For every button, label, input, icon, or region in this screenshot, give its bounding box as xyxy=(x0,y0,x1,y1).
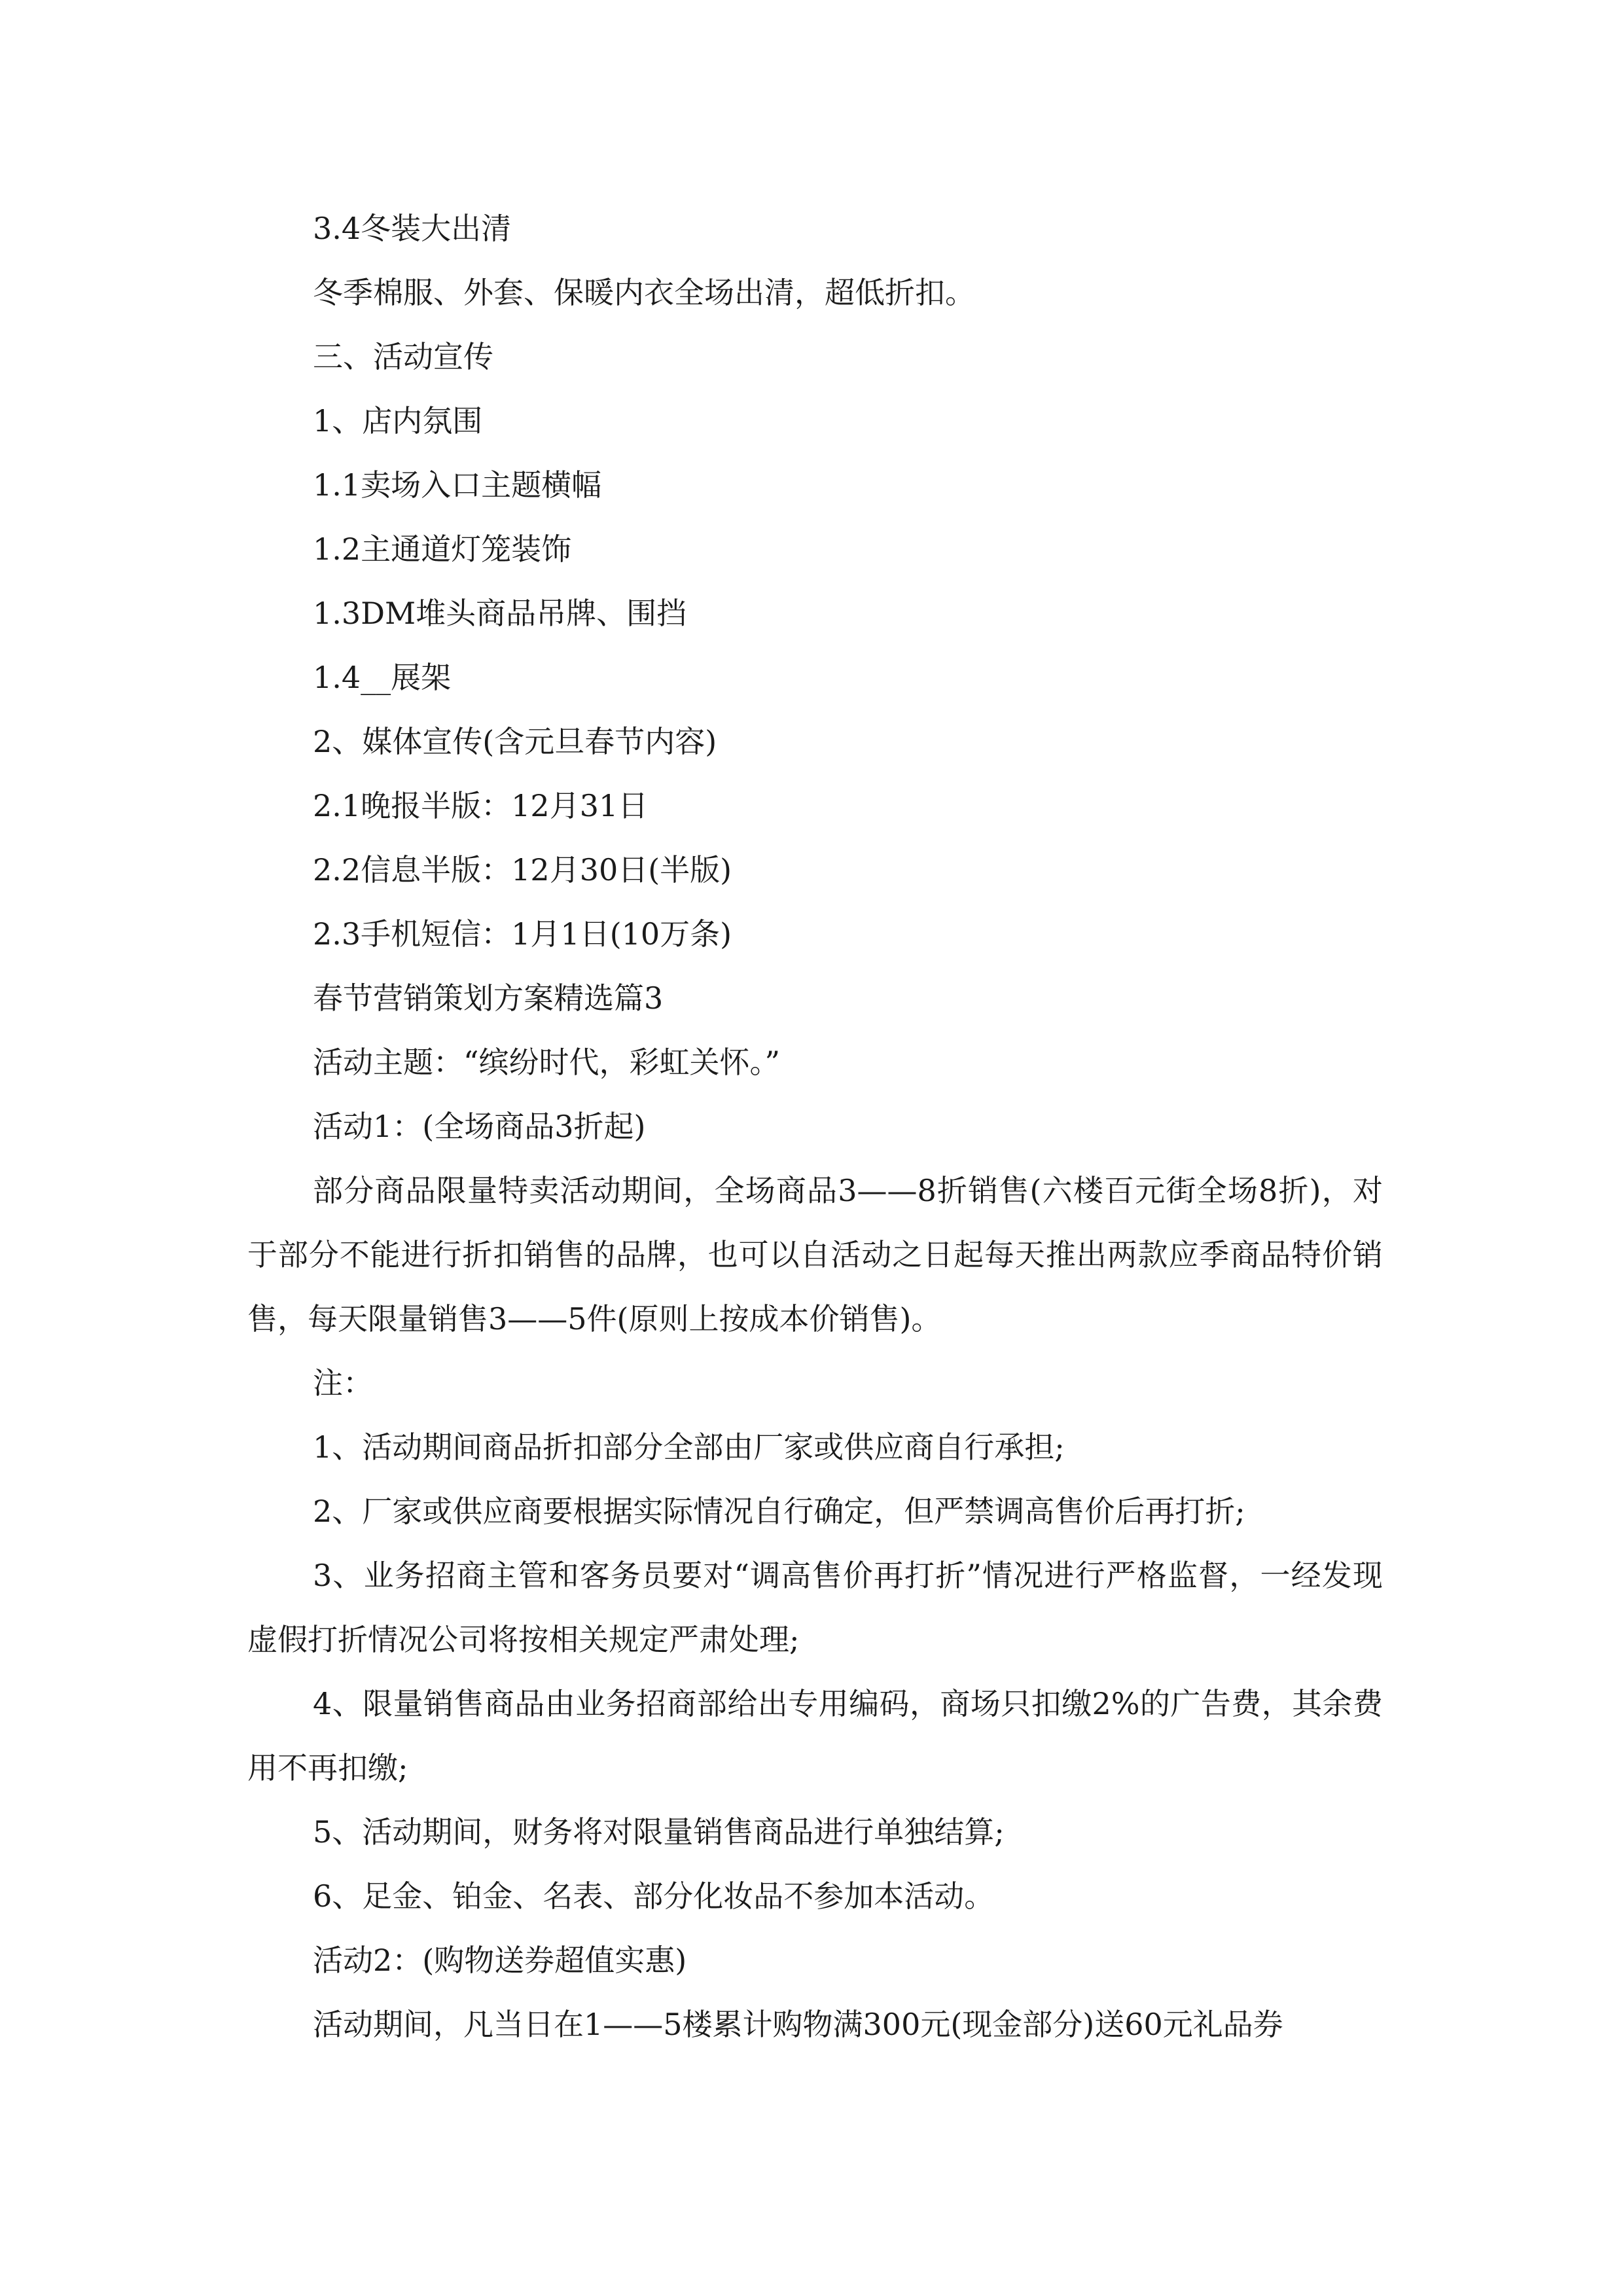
heading-promotion: 三、活动宣传 xyxy=(313,339,493,374)
activity-2-paragraph: 活动期间，凡当日在1——5楼累计购物满300元(现金部分)送60元礼品券 xyxy=(313,2007,1283,2042)
item-info-paper: 2.2信息半版：12月30日(半版) xyxy=(313,852,732,888)
item-evening-paper: 2.1晚报半版：12月31日 xyxy=(313,788,649,823)
item-dm-tags: 1.3DM堆头商品吊牌、围挡 xyxy=(313,596,687,631)
heading-store-atmosphere: 1、店内氛围 xyxy=(313,403,483,439)
activity-theme: 活动主题：“缤纷时代，彩虹关怀。” xyxy=(313,1045,781,1080)
note-item-2: 2、厂家或供应商要根据实际情况自行确定，但严禁调高售价后再打折; xyxy=(313,1494,1245,1529)
heading-media-promotion: 2、媒体宣传(含元旦春节内容) xyxy=(313,724,717,759)
note-item-3: 3、业务招商主管和客务员要对“调高售价再打折”情况进行严格监督，一经发现虚假打折情况公司将按相关规定严肃处理; xyxy=(247,1558,1383,1657)
item-display-rack: 1.4__展架 xyxy=(313,660,452,695)
note-item-1: 1、活动期间商品折扣部分全部由厂家或供应商自行承担; xyxy=(313,1429,1065,1465)
item-lantern-decoration: 1.2主通道灯笼装饰 xyxy=(313,531,572,567)
section-title-plan-3: 春节营销策划方案精选篇3 xyxy=(313,980,664,1016)
document-body xyxy=(247,196,1383,2056)
text-winter-clearance: 冬季棉服、外套、保暖内衣全场出清，超低折扣。 xyxy=(313,275,975,310)
activity-1-paragraph: 部分商品限量特卖活动期间，全场商品3——8折销售(六楼百元街全场8折)，对于部分不能进行折扣销售的品牌，也可以自活动之日起每天推出两款应季商品特价销售，每天限量销售3——5件(原则上按成本价销售)。 xyxy=(247,1173,1383,1336)
activity-2-title: 活动2：(购物送券超值实惠) xyxy=(313,1943,687,1978)
note-item-6: 6、足金、铂金、名表、部分化妆品不参加本活动。 xyxy=(313,1878,995,1914)
item-entrance-banner: 1.1卖场入口主题横幅 xyxy=(313,467,602,503)
item-sms: 2.3手机短信：1月1日(10万条) xyxy=(313,916,732,952)
note-label: 注： xyxy=(313,1365,373,1401)
note-item-5: 5、活动期间，财务将对限量销售商品进行单独结算; xyxy=(313,1814,1005,1850)
heading-winter-clearance: 3.4冬装大出清 xyxy=(313,211,512,246)
activity-1-title: 活动1：(全场商品3折起) xyxy=(313,1109,646,1144)
note-item-4: 4、限量销售商品由业务招商部给出专用编码，商场只扣缴2%的广告费，其余费用不再扣缴; xyxy=(247,1686,1383,1785)
